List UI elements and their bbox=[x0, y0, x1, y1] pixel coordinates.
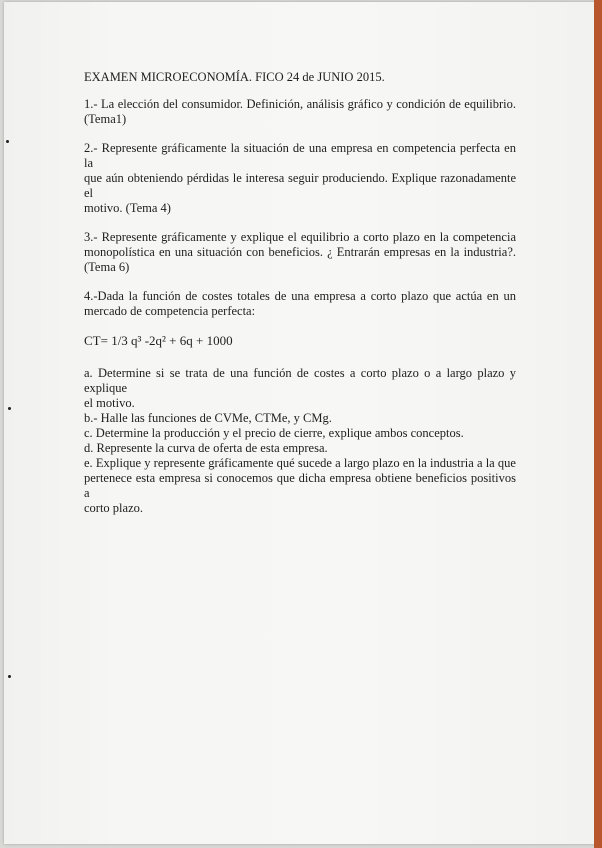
question-line: 4.-Dada la función de costes totales de una empresa a corto plazo que actúa en un bbox=[84, 289, 516, 303]
exam-content bbox=[84, 70, 516, 530]
exam-title: EXAMEN MICROECONOMÍA. FICO 24 de JUNIO 2015. bbox=[84, 70, 385, 84]
question-4 bbox=[84, 289, 516, 319]
background-edge bbox=[594, 0, 602, 848]
question-line: monopolística en una situación con beneficios. ¿ Entrarán empresas en la industria?. bbox=[84, 245, 516, 259]
question-line: (Tema 6) bbox=[84, 260, 130, 274]
subitem-line: c. Determine la producción y el precio de cierre, explique ambos conceptos. bbox=[84, 426, 464, 440]
question-line: 2.- Represente gráficamente la situación de una empresa en competencia perfecta en la bbox=[84, 141, 516, 170]
question-line: que aún obteniendo pérdidas le interesa seguir produciendo. Explique razonadamente el bbox=[84, 171, 516, 200]
question-2 bbox=[84, 141, 516, 216]
subitem-line: a. Determine si se trata de una función de costes a corto plazo o a largo plazo y explique bbox=[84, 366, 516, 395]
cost-formula: CT= 1/3 q³ -2q² + 6q + 1000 bbox=[84, 333, 233, 348]
question-1 bbox=[84, 97, 516, 127]
question-line: 1.- La elección del consumidor. Definición, análisis gráfico y condición de equilibrio. bbox=[84, 97, 516, 111]
subitem-line: b.- Halle las funciones de CVMe, CTMe, y CMg. bbox=[84, 411, 332, 425]
question-line: motivo. (Tema 4) bbox=[84, 201, 171, 215]
scan-mark bbox=[8, 407, 11, 410]
subitem-line: d. Represente la curva de oferta de esta empresa. bbox=[84, 441, 328, 455]
scan-mark bbox=[6, 140, 9, 143]
subitem-line: el motivo. bbox=[84, 396, 135, 410]
scan-mark bbox=[8, 675, 11, 678]
subitem-line: corto plazo. bbox=[84, 501, 144, 515]
question-3 bbox=[84, 230, 516, 275]
question-line: 3.- Represente gráficamente y explique el equilibrio a corto plazo en la competencia bbox=[84, 230, 516, 244]
subitem-line: pertenece esta empresa si conocemos que dicha empresa obtiene beneficios positivos a bbox=[84, 471, 516, 500]
subitem-line: e. Explique y represente gráficamente qué sucede a largo plazo en la industria a la que bbox=[84, 456, 516, 470]
question-line: mercado de competencia perfecta: bbox=[84, 304, 256, 318]
question-line: (Tema1) bbox=[84, 112, 127, 126]
subitem-list bbox=[84, 366, 516, 516]
